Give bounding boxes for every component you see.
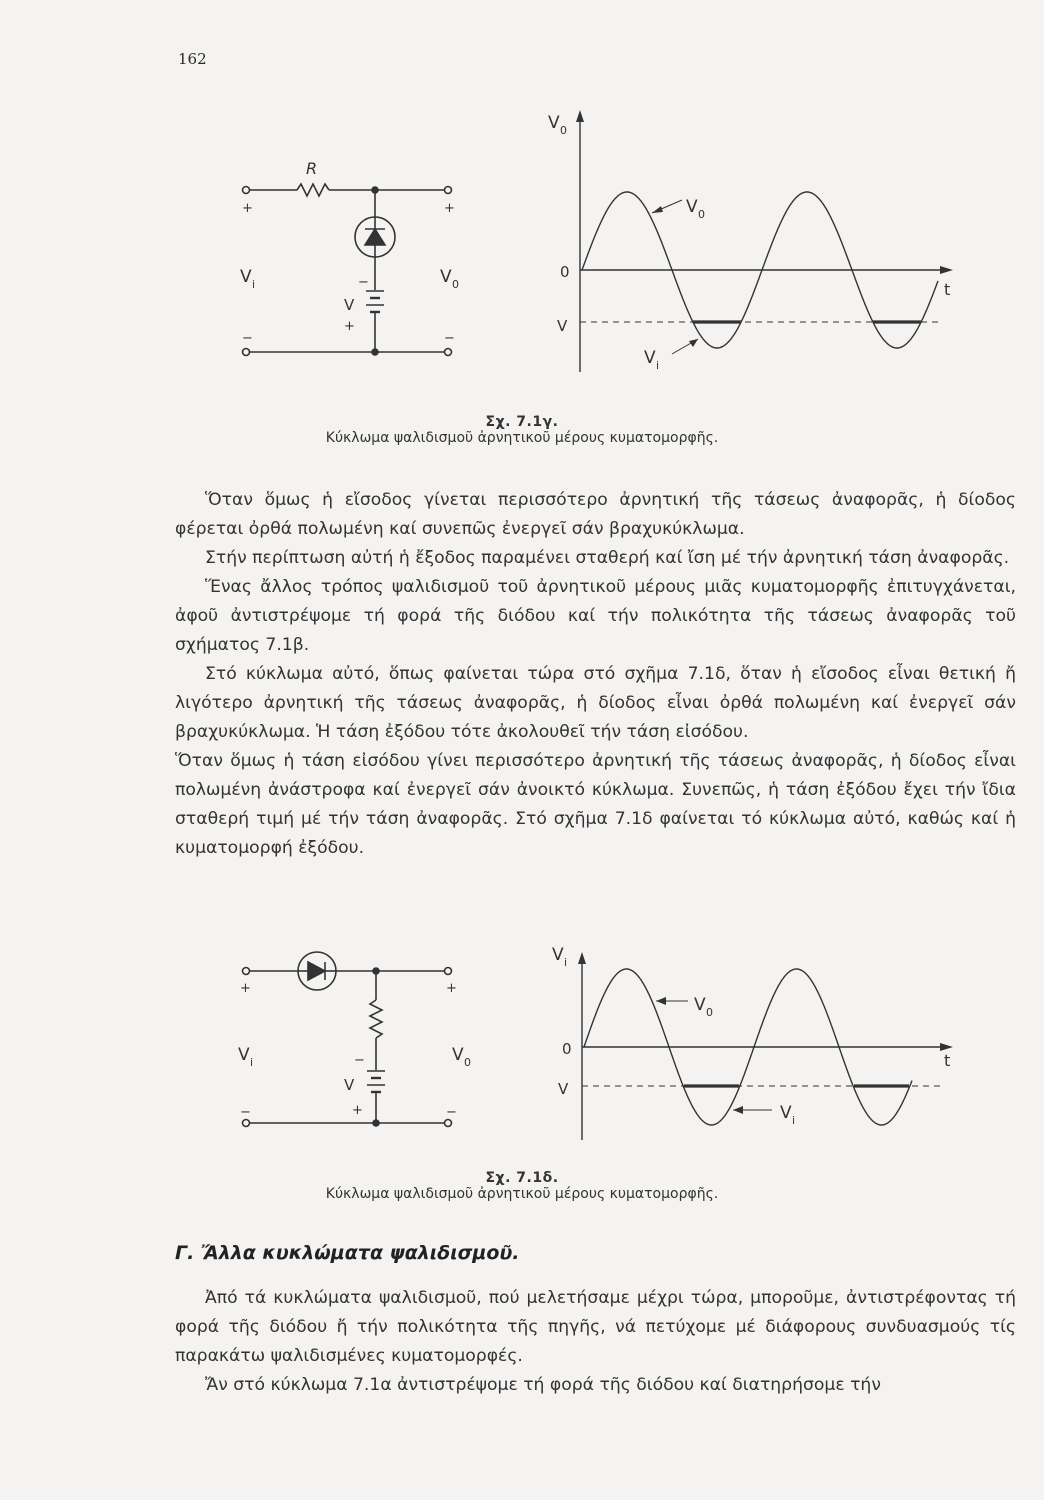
battery-icon	[366, 291, 384, 312]
svg-text:+: +	[352, 1103, 363, 1118]
svg-text:V: V	[440, 267, 452, 287]
svg-text:i: i	[792, 1114, 796, 1127]
svg-text:V: V	[344, 1076, 355, 1094]
resistor-icon	[297, 184, 329, 196]
battery-icon	[367, 1071, 385, 1092]
svg-text:−: −	[240, 1105, 251, 1120]
circuit-7-1d	[243, 952, 452, 1127]
diode-icon	[365, 229, 385, 245]
figure-number: Σχ. 7.1δ.	[485, 1170, 559, 1186]
svg-text:i: i	[250, 1056, 254, 1069]
svg-text:−: −	[444, 331, 455, 346]
paragraph: Ἀπό τά κυκλώματα ψαλιδισμοῦ, πού μελετήσαμε μέχρι τώρα, μποροῦμε, ἀντιστρέφοντας τή φορά τῆς διόδου ἤ τήν πολικότητα τῆς πηγῆς, νά πετύχομε μέ διάφορους συνδυασμούς τίς παρακάτω ψαλιδισμένες κυματομορφές.	[175, 1288, 1016, 1366]
svg-text:0: 0	[452, 278, 459, 291]
graph-labels-7-1d	[552, 945, 950, 1127]
svg-text:+: +	[444, 201, 455, 216]
svg-text:0: 0	[560, 124, 567, 137]
paragraph: Ὅταν ὅμως ἡ εἴσοδος γίνεται περισσότερο ἀρνητική τῆς τάσεως ἀναφορᾶς, ἡ δίοδος φέρεται ὀρθά πολωμένη καί συνεπῶς ἐνεργεῖ σάν βραχυκύκλωμα.	[175, 490, 1016, 539]
paragraph: Ὅταν ὅμως ἡ τάση εἰσόδου γίνει περισσότερο ἀρνητική τῆς τάσεως ἀναφορᾶς, ἡ δίοδος εἶναι πολωμένη ἀνάστροφα καί ἐνεργεῖ σάν ἀνοικτό κύκλωμα. Συνεπῶς, ἡ τάση ἐξόδου ἔχει τήν ἴδια σταθερή τιμή μέ τήν τάση ἀναφορᾶς. Στό σχῆμα 7.1δ φαίνεται τό κύκλωμα αὐτό, καθώς καί ἡ κυματομορφή ἐξόδου.	[175, 751, 1016, 858]
svg-text:+: +	[344, 319, 355, 334]
section-heading: Γ. Ἄλλα κυκλώματα ψαλιδισμοῦ.	[175, 1242, 520, 1264]
body-text-block-1	[175, 486, 1016, 863]
svg-text:V: V	[452, 1045, 464, 1065]
svg-text:0: 0	[464, 1056, 471, 1069]
svg-text:V: V	[686, 197, 698, 217]
svg-text:+: +	[446, 981, 457, 996]
graph-labels-7-1c	[548, 113, 950, 372]
page-number: 162	[178, 50, 207, 68]
figure-7-1d	[0, 935, 1044, 1165]
body-text-block-2	[175, 1284, 1016, 1400]
svg-text:V: V	[552, 945, 564, 965]
svg-text:V: V	[558, 1080, 569, 1098]
figure-7-1c	[0, 90, 1044, 390]
svg-text:t: t	[944, 1051, 951, 1070]
svg-text:V: V	[238, 1045, 250, 1065]
svg-text:V: V	[780, 1103, 792, 1123]
svg-text:R: R	[306, 159, 318, 178]
paragraph: Ἕνας ἄλλος τρόπος ψαλιδισμοῦ τοῦ ἀρνητικοῦ μέρους μιᾶς κυματομορφῆς ἐπιτυγχάνεται, ἀφοῦ ἀντιστρέψομε τή φορά τῆς διόδου καί τήν πολικότητα τῆς τάσεως ἀναφορᾶς τοῦ σχήματος 7.1β.	[175, 577, 1016, 655]
svg-text:V: V	[694, 995, 706, 1015]
svg-text:0: 0	[698, 208, 705, 221]
figure-caption-7-1c	[0, 414, 1044, 446]
svg-text:V: V	[557, 317, 568, 335]
svg-text:−: −	[354, 1053, 365, 1068]
svg-text:−: −	[358, 275, 369, 290]
svg-text:V: V	[344, 296, 355, 314]
paragraph: Στήν περίπτωση αὐτή ἡ ἔξοδος παραμένει σταθερή καί ἴση μέ τήν ἀρνητική τάση ἀναφορᾶς.	[205, 548, 1010, 568]
circuit-labels-7-1d	[238, 981, 471, 1120]
svg-text:V: V	[548, 113, 560, 133]
svg-text:−: −	[446, 1105, 457, 1120]
svg-text:V: V	[240, 267, 252, 287]
svg-text:0: 0	[560, 263, 570, 281]
svg-text:i: i	[656, 359, 660, 372]
svg-text:V: V	[644, 348, 656, 368]
resistor-icon	[370, 1000, 382, 1038]
graph-7-1c	[576, 110, 953, 372]
svg-text:i: i	[564, 956, 568, 969]
svg-text:+: +	[242, 201, 253, 216]
graph-7-1d	[578, 952, 953, 1140]
figure-number: Σχ. 7.1γ.	[485, 414, 559, 430]
diode-icon	[308, 962, 325, 980]
paragraph: Στό κύκλωμα αὐτό, ὅπως φαίνεται τώρα στό σχῆμα 7.1δ, ὅταν ἡ εἴσοδος εἶναι θετική ἤ λιγότερο ἀρνητική τῆς τάσεως ἀναφορᾶς, ἡ δίοδος εἶναι ὀρθά πολωμένη καί ἐνεργεῖ σάν βραχυκύκλωμα. Ἡ τάση ἐξόδου τότε ἀκολουθεῖ τήν τάση εἰσόδου.	[175, 664, 1016, 742]
svg-text:0: 0	[706, 1006, 713, 1019]
svg-text:i: i	[252, 278, 256, 291]
svg-text:−: −	[242, 331, 253, 346]
figure-caption-text: Κύκλωμα ψαλιδισμοῦ ἀρνητικοῦ μέρους κυματομορφῆς.	[325, 1186, 719, 1202]
figure-caption-text: Κύκλωμα ψαλιδισμοῦ ἀρνητικοῦ μέρους κυματομορφῆς.	[325, 430, 719, 446]
circuit-labels-7-1c	[240, 159, 459, 346]
svg-text:t: t	[944, 280, 951, 299]
paragraph: Ἄν στό κύκλωμα 7.1α ἀντιστρέψομε τή φορά τῆς διόδου καί διατηρήσομε τήν	[205, 1375, 881, 1395]
svg-text:+: +	[240, 981, 251, 996]
svg-text:0: 0	[562, 1040, 572, 1058]
figure-caption-7-1d	[0, 1170, 1044, 1202]
